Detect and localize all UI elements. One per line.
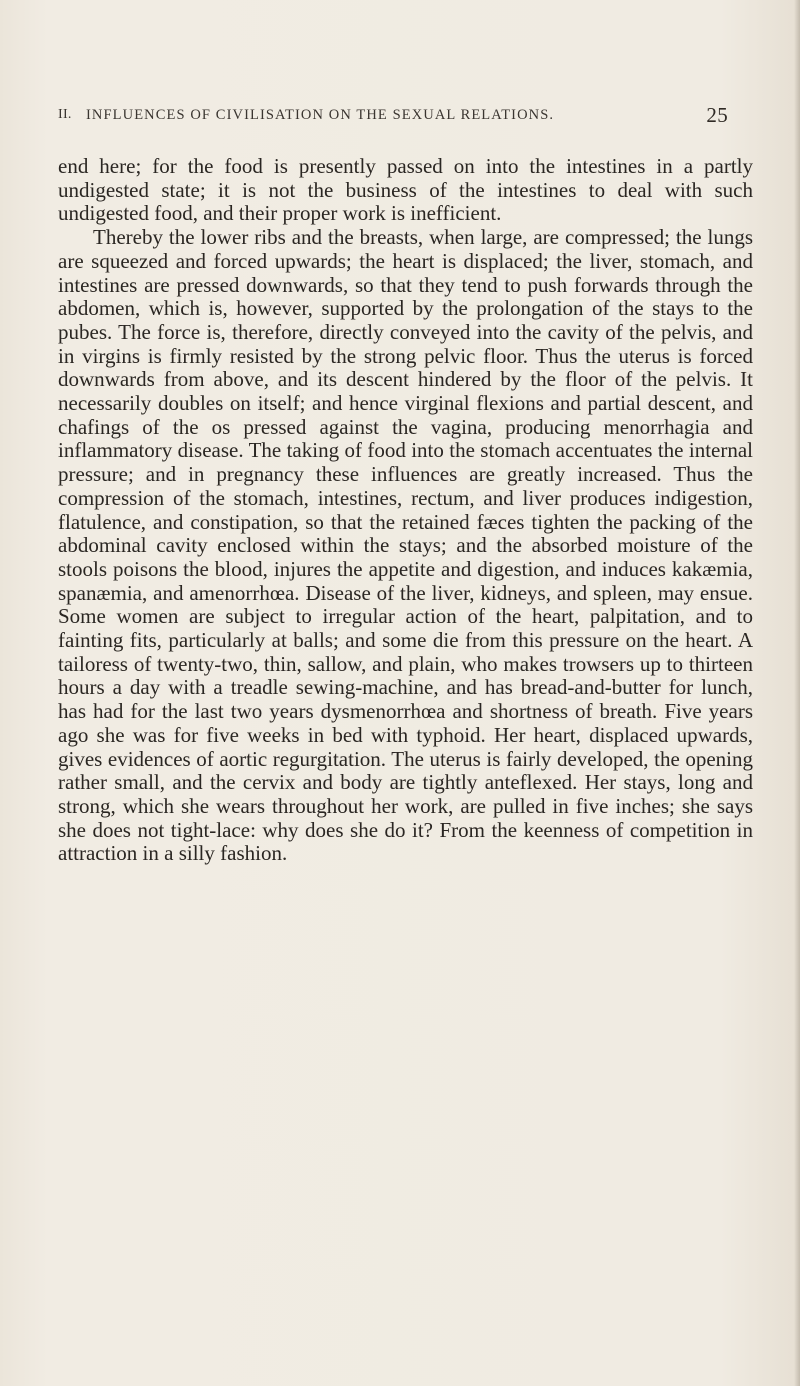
paragraph-2: Thereby the lower ribs and the breasts, when large, are compressed; the lungs are squeezed and forced upwards; the heart is displaced; the liver, stomach, and intestines are pressed downwards, so that they tend to push forwards through the abdomen, which is, however, supported by the prolongation of the stays to the pubes. The force is, therefore, directly conveyed into the cavity of the pelvis, and in virgins is firmly resisted by the strong pelvic floor. Thus the uterus is forced downwards from above, and its descent hindered by the floor of the pelvis. It necessarily doubles on itself; and hence virginal flexions and partial descent, and chafings of the os pressed against the vagina, producing menorrhagia and inflammatory disease. The taking of food into the stomach accentuates the internal pressure; and in pregnancy these influences are greatly increased. Thus the compression of the stomach, intestines, rectum, and liver produces indigestion, flatulence, and constipation, so that the retained fæces tighten the packing of the abdominal cavity enclosed within the stays; and the absorbed moisture of the stools poisons the blood, injures the appetite and digestion, and induces kakæmia, spanæmia, and amenorrhœa. Disease of the liver, kidneys, and spleen, may ensue. Some women are subject to irregular action of the heart, palpitation, and to fainting fits, particularly at balls; and some die from this pressure on the heart. A tailoress of twenty-two, thin, sallow, and plain, who makes trowsers up to thirteen hours a day with a treadle sewing-machine, and has bread-and-butter for lunch, has had for the last two years dysmenorrhœa and shortness of breath. Five years ago she was for five weeks in bed with typhoid. Her heart, displaced upwards, gives evidences of aortic regurgitation. The uterus is fairly developed, the opening rather small, and the cervix and body are tightly anteflexed. Her stays, long and strong, which she wears throughout her work, are pulled in five inches; she says she does not tight-lace: why does she do it? From the keenness of competition in attraction in a silly fashion. — [58, 225, 753, 866]
body-text — [58, 155, 753, 866]
paragraph-1: end here; for the food is presently passed on into the intestines in a partly undigested state; it is not the business of the intestines to deal with such undigested food, and their proper work is inefficient. — [58, 154, 753, 226]
page-edge-shadow — [794, 0, 800, 1386]
chapter-number: II. — [58, 107, 72, 122]
running-head — [58, 103, 758, 131]
running-title: INFLUENCES OF CIVILISATION ON THE SEXUAL RELATIONS. — [86, 107, 555, 123]
page-number: 25 — [706, 103, 728, 127]
